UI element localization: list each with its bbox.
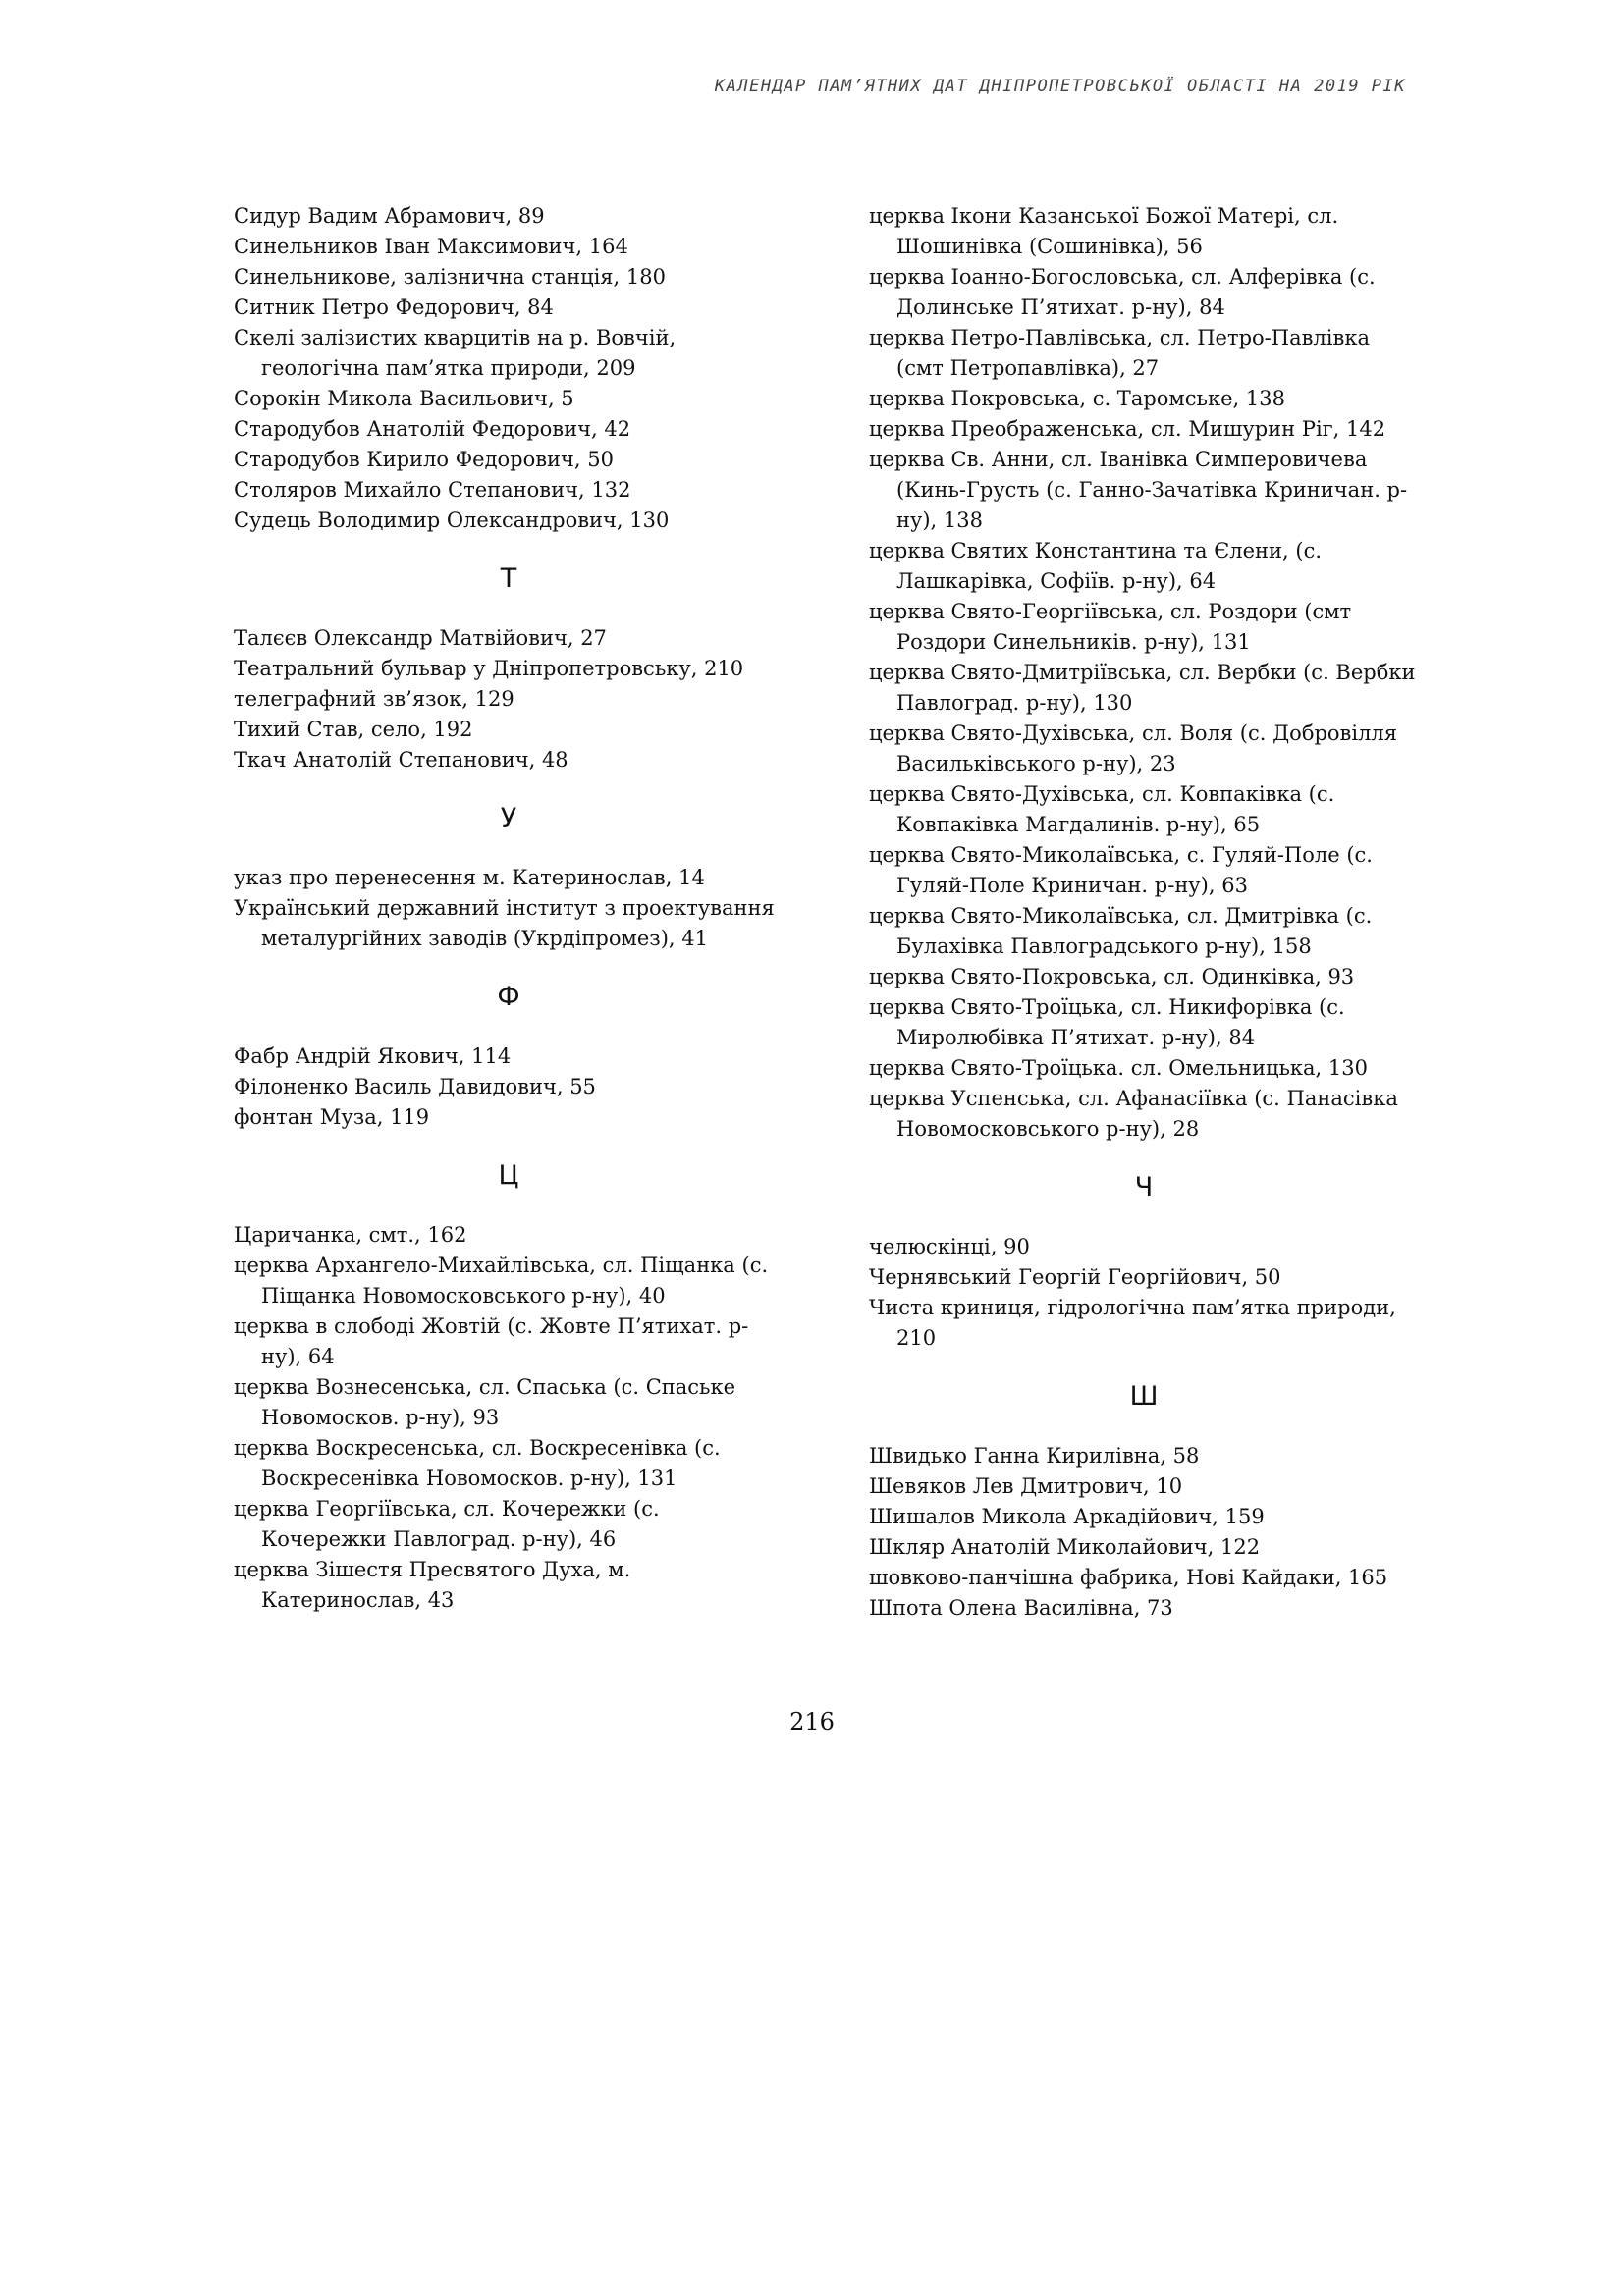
index-entry: церква Святих Константина та Єлени, (с. Лашкарівка, Софіїв. р-ну), 64 xyxy=(869,539,1323,593)
index-entry: церква Свято-Георгіївська, сл. Роздори (смт Роздори Синельників. р-ну), 131 xyxy=(869,600,1352,654)
index-group-u xyxy=(234,863,784,954)
index-entry: церква Ікони Казанської Божої Матері, сл. Шошинівка (Сошинівка), 56 xyxy=(869,204,1339,258)
index-entry: Швидько Ганна Кирилівна, 58 xyxy=(869,1444,1200,1468)
index-entry: челюскінці, 90 xyxy=(869,1235,1030,1258)
index-entry: церква Архангело-Михайлівська, сл. Піщанка (с. Піщанка Новомосковського р-ну), 40 xyxy=(234,1254,769,1308)
index-entry: Шпота Олена Василівна, 73 xyxy=(869,1596,1173,1620)
index-entry: указ про перенесення м. Катеринослав, 14 xyxy=(234,866,705,889)
index-entry: церква Успенська, сл. Афанасіївка (с. Панасівка Новомосковського р-ну), 28 xyxy=(869,1087,1398,1141)
index-entry: Столяров Михайло Степанович, 132 xyxy=(234,478,631,502)
index-entry: церква Свято-Троїцька. сл. Омельницька, 130 xyxy=(869,1056,1368,1080)
index-entry: Ситник Петро Федорович, 84 xyxy=(234,295,554,319)
section-letter-ts: Ц xyxy=(498,1160,519,1191)
index-entry: Театральний бульвар у Дніпропетровську, 210 xyxy=(234,657,744,680)
index-entry: церква Свято-Троїцька, сл. Никифорівка (с. Миролюбівка П’ятихат. р-ну), 84 xyxy=(869,995,1345,1049)
index-entry: церква Свято-Духівська, сл. Воля (с. Добровілля Васильківського р-ну), 23 xyxy=(869,721,1398,775)
index-column-right xyxy=(869,201,1419,1624)
index-entry: церква Свято-Миколаївська, с. Гуляй-Поле (с. Гуляй-Поле Криничан. р-ну), 63 xyxy=(869,843,1373,897)
index-group-t xyxy=(234,623,784,775)
index-entry: фонтан Муза, 119 xyxy=(234,1105,430,1129)
index-entry: Талєєв Олександр Матвійович, 27 xyxy=(234,626,607,650)
index-entry: Сидур Вадим Абрамович, 89 xyxy=(234,204,545,228)
index-entry: Синельников Іван Максимович, 164 xyxy=(234,235,628,258)
index-entry: церква Покровська, с. Таромське, 138 xyxy=(869,387,1285,410)
index-entry: церква Вознесенська, сл. Спаська (с. Спаське Новомосков. р-ну), 93 xyxy=(234,1375,736,1429)
index-entry: церква Св. Анни, сл. Іванівка Симперовичева (Кинь-Грусть (с. Ганно-Зачатівка Криничан. р-ну), 138 xyxy=(869,448,1408,532)
index-group-sh xyxy=(869,1441,1419,1624)
index-entry: Фабр Андрій Якович, 114 xyxy=(234,1044,512,1068)
index-entry: Скелі залізистих кварцитів на р. Вовчій, геологічна пам’ятка природи, 209 xyxy=(234,326,677,380)
index-entry: церква Свято-Миколаївська, сл. Дмитрівка (с. Булахівка Павлоградського р-ну), 158 xyxy=(869,904,1373,958)
section-letter-f: Ф xyxy=(497,982,520,1012)
index-entry: церква в слободі Жовтій (с. Жовте П’ятихат. р-ну), 64 xyxy=(234,1314,749,1368)
index-group-ch xyxy=(869,1232,1419,1354)
index-column-left xyxy=(234,201,784,1616)
index-entry: церква Іоанно-Богословська, сл. Алферівка (с. Долинське П’ятихат. р-ну), 84 xyxy=(869,265,1376,319)
index-entry: Стародубов Анатолій Федорович, 42 xyxy=(234,417,631,441)
index-entry: Судець Володимир Олександрович, 130 xyxy=(234,508,670,532)
index-entry: церква Свято-Покровська, сл. Одинківка, 93 xyxy=(869,965,1355,988)
running-header: КАЛЕНДАР ПАМ’ЯТНИХ ДАТ ДНІПРОПЕТРОВСЬКОЇ ОБЛАСТІ НА 2019 РІК xyxy=(714,77,1406,96)
index-entry: Царичанка, смт., 162 xyxy=(234,1223,467,1247)
index-entry: Філоненко Василь Давидович, 55 xyxy=(234,1075,596,1098)
index-entry: церква Свято-Духівська, сл. Ковпаківка (с. Ковпаківка Магдалинів. р-ну), 65 xyxy=(869,782,1335,836)
index-entry: Чернявський Георгій Георгійович, 50 xyxy=(869,1265,1281,1289)
index-entry: Український державний інститут з проектування металургійних заводів (Укрдіпромез), 41 xyxy=(234,896,775,950)
section-letter-sh: Ш xyxy=(1129,1381,1159,1412)
index-group-ts xyxy=(234,1220,784,1616)
index-entry: Шишалов Микола Аркадійович, 159 xyxy=(869,1505,1265,1528)
index-group-ts-continued xyxy=(869,201,1419,1145)
index-group-f xyxy=(234,1041,784,1133)
index-entry: Тихий Став, село, 192 xyxy=(234,718,473,741)
index-entry: Шкляр Анатолій Миколайович, 122 xyxy=(869,1535,1261,1559)
index-entry: Ткач Анатолій Степанович, 48 xyxy=(234,748,568,772)
index-entry: Чиста криниця, гідрологічна пам’ятка природи, 210 xyxy=(869,1296,1396,1350)
index-entry: церква Воскресенська, сл. Воскресенівка (с. Воскресенівка Новомосков. р-ну), 131 xyxy=(234,1436,721,1490)
index-entry: шовково-панчішна фабрика, Нові Кайдаки, 165 xyxy=(869,1566,1388,1589)
index-entry: Шевяков Лев Дмитрович, 10 xyxy=(869,1474,1183,1498)
index-entry: церква Зішестя Пресвятого Духа, м. Катеринослав, 43 xyxy=(234,1558,631,1612)
index-entry: Стародубов Кирило Федорович, 50 xyxy=(234,448,615,471)
index-group-s xyxy=(234,201,784,536)
page-number: 216 xyxy=(789,1708,835,1735)
section-letter-u: У xyxy=(500,803,517,833)
section-letter-t: Т xyxy=(500,563,517,594)
index-entry: церква Петро-Павлівська, сл. Петро-Павлівка (смт Петропавлівка), 27 xyxy=(869,326,1370,380)
index-entry: телеграфний зв’язок, 129 xyxy=(234,687,514,711)
index-entry: церква Георгіївська, сл. Кочережки (с. Кочережки Павлоград. р-ну), 46 xyxy=(234,1497,660,1551)
index-entry: Сорокін Микола Васильович, 5 xyxy=(234,387,574,410)
index-entry: церква Свято-Дмитріївська, сл. Вербки (с. Вербки Павлоград. р-ну), 130 xyxy=(869,661,1416,715)
index-entry: Синельникове, залізнична станція, 180 xyxy=(234,265,666,289)
section-letter-ch: Ч xyxy=(1134,1172,1154,1202)
index-entry: церква Преображенська, сл. Мишурин Ріг, 142 xyxy=(869,417,1386,441)
